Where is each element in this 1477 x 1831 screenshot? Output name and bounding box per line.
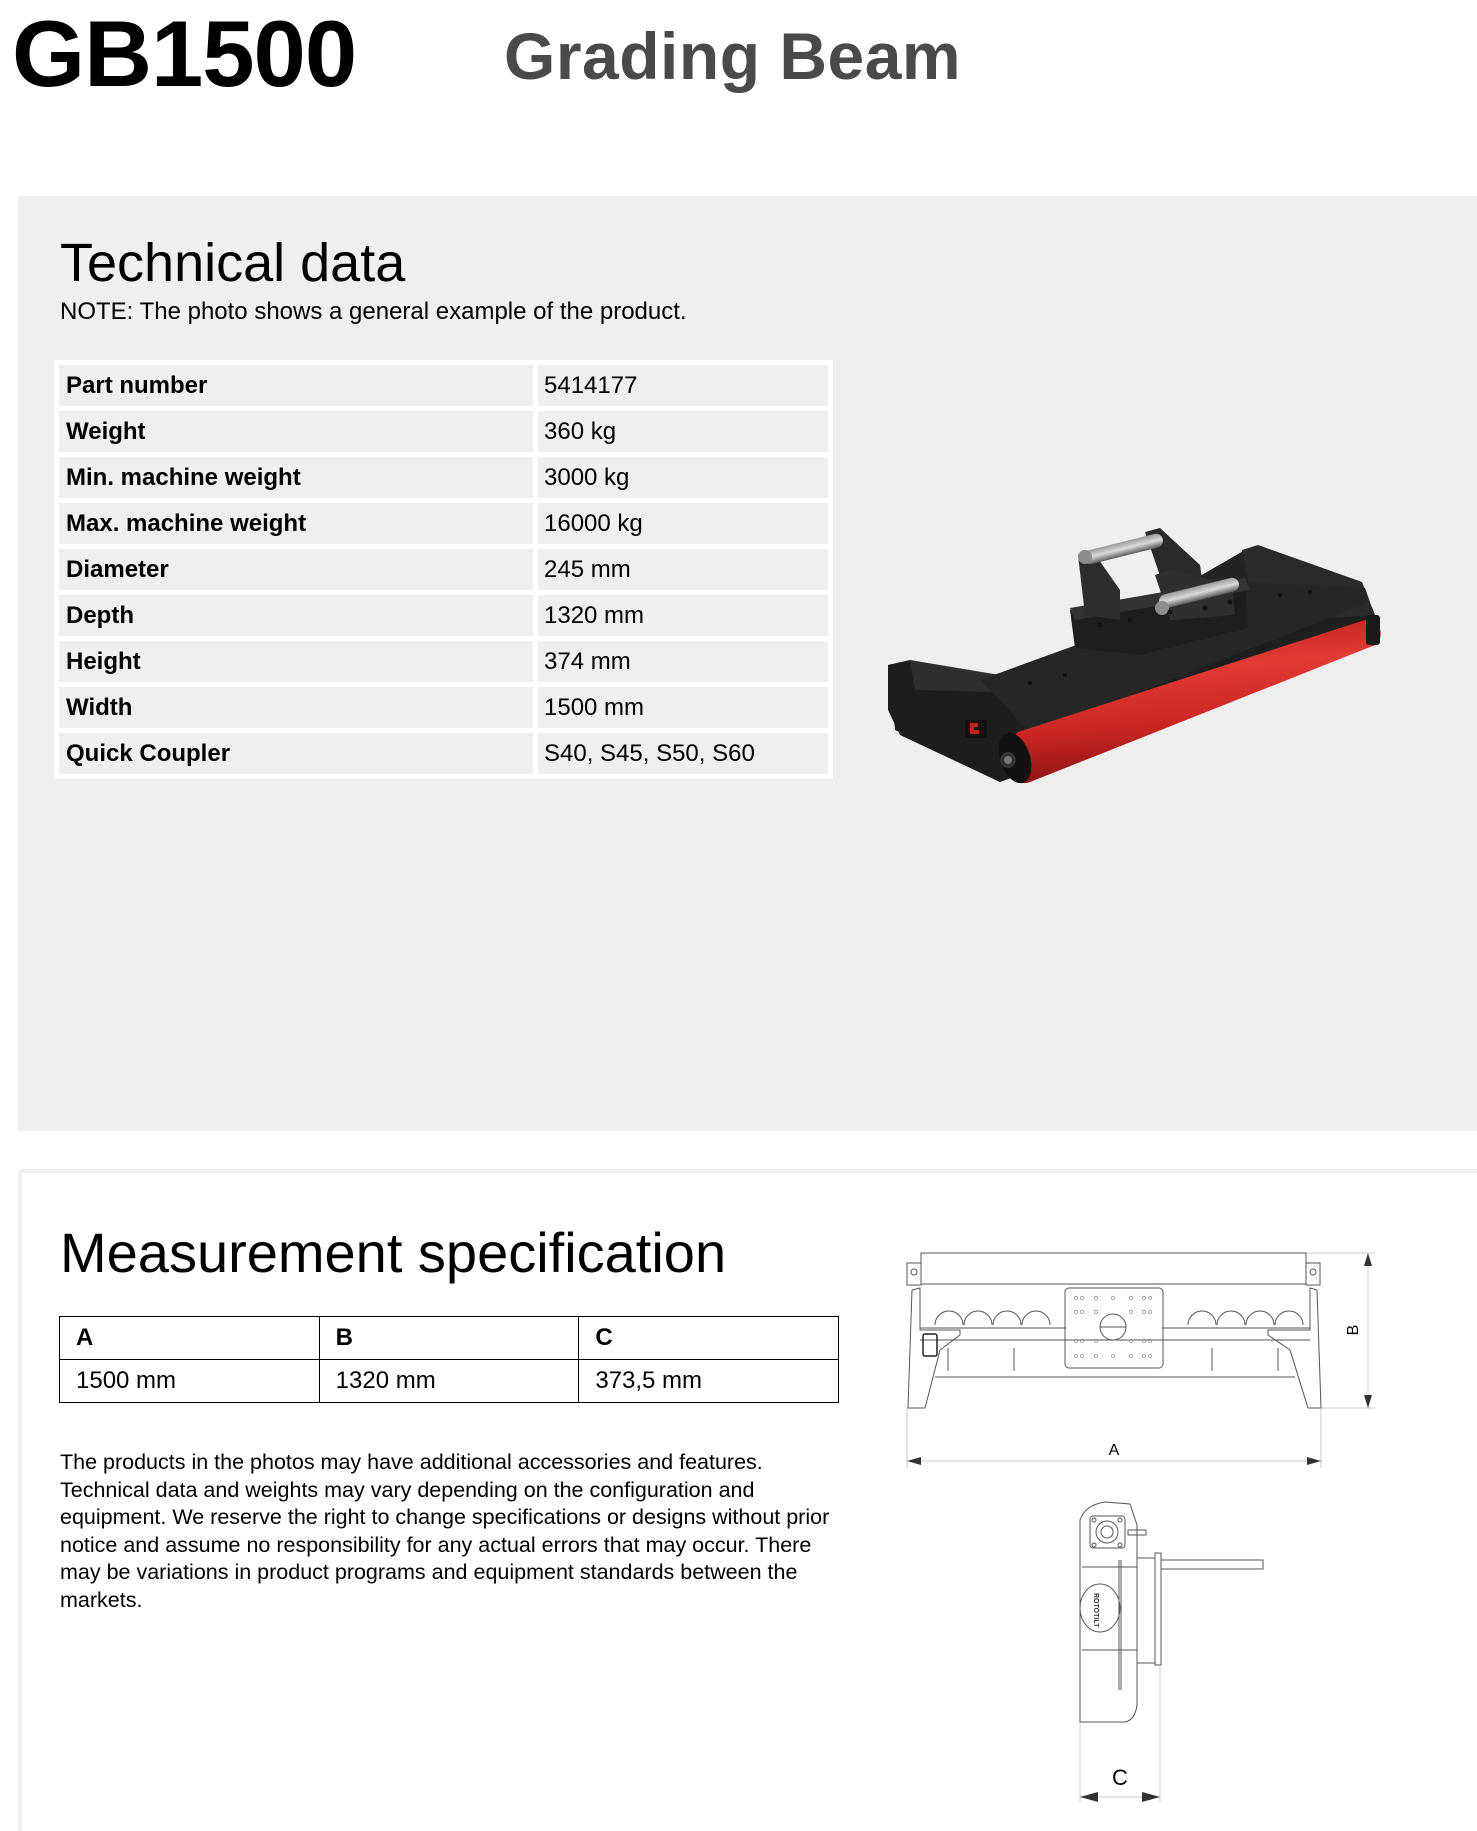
dimension-label-c: C xyxy=(1112,1765,1128,1790)
spec-value: 1500 mm xyxy=(538,687,828,728)
disclaimer-text: The products in the photos may have additional accessories and features. Technical data and weights may vary depending on the configuration and equipment. We reserve the right to change specifications or designs without prior notice and assume no responsibility for any actual errors that may occur. There may be variations in product programs and equipment standards between the markets. xyxy=(60,1450,830,1612)
table-row xyxy=(59,687,828,728)
spec-label: Part number xyxy=(59,365,533,406)
page-header xyxy=(0,0,1477,150)
dimension-c-value: 373,5 mm xyxy=(579,1360,839,1403)
dimension-b-value: 1320 mm xyxy=(319,1360,579,1403)
model-number: GB1500 xyxy=(12,1,357,106)
spec-value: 1320 mm xyxy=(538,595,828,636)
spec-label: Quick Coupler xyxy=(59,733,533,774)
table-row xyxy=(59,641,828,682)
table-row xyxy=(59,733,828,774)
column-header-b: B xyxy=(319,1317,579,1360)
spec-value: 360 kg xyxy=(538,411,828,452)
spec-label: Max. machine weight xyxy=(59,503,533,544)
table-header-row xyxy=(60,1317,839,1360)
table-row xyxy=(59,503,828,544)
table-row xyxy=(59,457,828,498)
product-name: Grading Beam xyxy=(504,19,962,93)
technical-data-title: Technical data xyxy=(60,233,406,293)
spec-value: 3000 kg xyxy=(538,457,828,498)
spec-value: 374 mm xyxy=(538,641,828,682)
spec-value: 5414177 xyxy=(538,365,828,406)
spec-label: Depth xyxy=(59,595,533,636)
table-row xyxy=(59,365,828,406)
spec-label: Height xyxy=(59,641,533,682)
spec-label: Weight xyxy=(59,411,533,452)
table-row xyxy=(60,1360,839,1403)
spec-value: 16000 kg xyxy=(538,503,828,544)
spec-label: Diameter xyxy=(59,549,533,590)
dimension-label-b: B xyxy=(1345,1324,1362,1336)
table-row xyxy=(59,411,828,452)
photo-note: NOTE: The photo shows a general example of the product. xyxy=(60,298,687,325)
table-row xyxy=(59,549,828,590)
technical-data-table xyxy=(54,360,833,779)
front-view-drawing xyxy=(880,1230,1400,1470)
spec-label: Width xyxy=(59,687,533,728)
spec-value: S40, S45, S50, S60 xyxy=(538,733,828,774)
dimension-a-value: 1500 mm xyxy=(60,1360,320,1403)
measurement-specification-title: Measurement specification xyxy=(60,1221,727,1284)
rototilt-logo: ROTOTILT xyxy=(1092,1593,1099,1628)
column-header-a: A xyxy=(60,1317,320,1360)
side-view-drawing xyxy=(1040,1490,1300,1831)
grading-beam-product-photo xyxy=(870,520,1390,810)
column-header-c: C xyxy=(579,1317,839,1360)
dimensions-table xyxy=(59,1316,839,1403)
table-row xyxy=(59,595,828,636)
spec-value: 245 mm xyxy=(538,549,828,590)
dimension-label-a: A xyxy=(1108,1442,1120,1459)
spec-label: Min. machine weight xyxy=(59,457,533,498)
